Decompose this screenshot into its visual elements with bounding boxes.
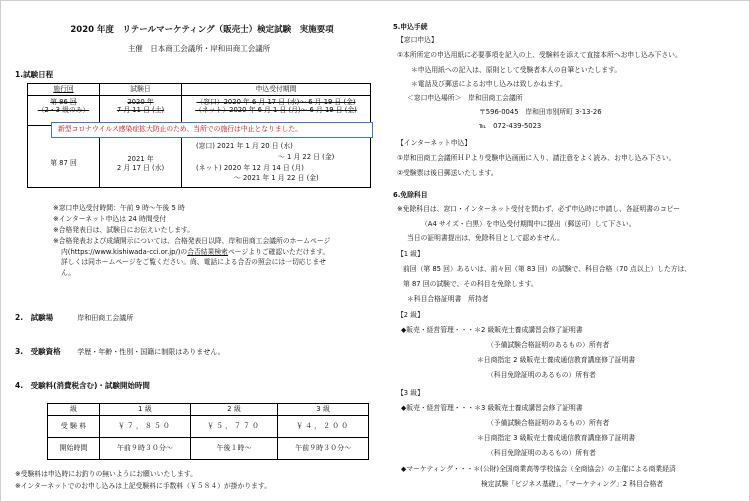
grade2-line-3: ＊日商指定 2 級販売士養成通信教育講座修了証明書	[477, 356, 636, 364]
exemption-intro-2: （A4 サイズ・白黒）を申込受付期間中に提出（郵送可）して下さい。	[421, 220, 636, 228]
note-no-phone: 詳しくは同ホームページをご覧ください。尚、電話による合否の照会には一切応じませ	[61, 258, 326, 267]
section-1-heading: 1.試験日程	[15, 70, 54, 79]
fee-notes	[15, 469, 271, 492]
fee-grade1: ￥７，８５０	[100, 416, 191, 438]
note-result-disclosure: ※合格発表および成績開示については、合格発表日以降、岸和田商工会議所のホームページ	[53, 236, 331, 245]
fees-header-grade1: 1 級	[100, 404, 191, 416]
grade3-line-1: ◆販売・経営管理・・・＊3 級販売士養成講習会修了証明書	[401, 404, 583, 412]
fees-table	[47, 403, 369, 460]
schedule-header-period: 申込受付期間	[182, 84, 371, 96]
grade1-label: 【1 級】	[397, 250, 424, 258]
grade1-line-1: 前回（第 85 回）あるいは、前々回（第 83 回）の試験で、科目合格（70 点以上）した方は、	[403, 265, 692, 273]
exemption-intro-3: 当日の証明書提出は、免除科目として認めません。	[407, 234, 564, 242]
left-column	[15, 25, 383, 495]
window-apply-line-3: ＊電話及び郵送によるお申し込みは致しかねます。	[411, 80, 567, 88]
grade3-line-2: （予備試験合格証明のあるもの）所有者	[487, 419, 610, 427]
schedule-row-86	[28, 96, 371, 126]
date-87-day: 2 月 17 日 (水)	[116, 163, 165, 172]
grade1-line-2: 第 87 回の試験で、その科目を免除します。	[403, 280, 538, 288]
fee-note-internet: ※インターネットでのお申し込みは上記受験料に手数料（￥５８４）が掛かります。	[15, 481, 272, 490]
section-6-heading: 6.免除科目	[393, 191, 428, 199]
date-87-year: 2021 年	[127, 155, 154, 164]
grade2-line-4: （科目免除証明のあるもの）所有者	[487, 371, 596, 379]
period-86-window: （窓口）2020 年 6 月 17 日 (水)～ 6 月 19 日 (金)	[196, 98, 356, 106]
time-label: 開始時間	[48, 438, 100, 460]
round-86: 第 86 回	[50, 98, 77, 106]
grade2-line-2: （予備試験合格証明のあるもの）所有者	[487, 341, 610, 349]
internet-apply-line-2: ②受験票は後日郵送いたします。	[397, 169, 498, 177]
period-87-window-end: ～ 1 月 22 日 (金)	[278, 152, 335, 161]
note-window-hours: ※窓口申込受付時間：午前 9 時～午後 5 時	[53, 204, 185, 212]
note-website-line	[53, 247, 383, 258]
section-3-value: 学歴・年齢・性別・国籍に制限はありません。	[77, 348, 225, 356]
right-column	[393, 23, 743, 493]
grade3-line-6: 検定試験「ビジネス基礎」、「マーケティング」2 科目合格者	[481, 480, 664, 488]
note-website-tail: ページよりご確認いただけます。	[227, 247, 330, 256]
schedule-header-round: 施行回	[28, 84, 100, 96]
grade3-line-4: （科目免除証明のあるもの）所有者	[487, 449, 596, 457]
date-86-year: 2020 年	[127, 98, 154, 106]
date-86-day: 7 月 11 日 (土)	[116, 106, 165, 115]
time-grade2: 午後１時～	[190, 438, 278, 460]
section-4-heading: 4. 受験料(消費税含む)・試験開始時間	[15, 381, 150, 390]
internet-apply-line-1: ①岸和田商工会議所ＨＰより受験申込画面に入り、請注意をよく読み、お申し込み下さい。	[397, 154, 676, 162]
section-3-heading: 3. 受験資格	[15, 347, 61, 356]
window-apply-line-2: ＊申込用紙への記入は、原則として受験者本人の自筆といたします。	[411, 66, 622, 74]
result-search-link[interactable]: 合否結果検索	[187, 247, 228, 256]
grade3-line-3: ＊日商指定 3 級販売士養成通信教育講座修了証明書	[477, 434, 636, 442]
internet-apply-heading: 【インターネット申込】	[397, 139, 472, 147]
grade3-line-5: ◆マーケティング・・・＊(公財)全国商業高等学校協会（全商協会）の主催による商業経済	[401, 465, 676, 473]
time-grade1: 午前９時３０分～	[100, 438, 191, 460]
schedule-header-date: 試験日	[100, 84, 182, 96]
fee-label: 受 験 料	[48, 416, 100, 438]
fees-header-grade2: 2 級	[190, 404, 278, 416]
fee-note-change: ※受験料は申込時にお釣りの無いようにお願いいたします。	[15, 470, 197, 478]
fees-header-grade: 級	[48, 404, 100, 416]
schedule-notes	[53, 203, 383, 279]
section-2-heading: 2. 試験場	[15, 313, 54, 322]
period-87-net-end: ～ 2021 年 1 月 22 日 (金)	[234, 174, 319, 183]
note-result-date: ※合格発表日は、試験日にお伝えいたします。	[53, 225, 195, 234]
period-86-net: （ネット）2020 年 6 月 1 日 (月)～ 6 月 19 日 (金)	[195, 106, 357, 115]
note-internet-hours: ※インターネット申込は 24 時間受付	[53, 214, 167, 223]
section-5-heading: 5.申込手続	[393, 23, 428, 31]
note-no-phone-end: ん。	[61, 269, 76, 278]
grade2-label: 【2 級】	[397, 311, 424, 319]
page-title: 2020 年度 リテールマーケティング（販売士）検定試験 実施要項	[70, 25, 334, 35]
period-87-window: (窓口) 2021 年 1 月 20 日 (水)	[196, 142, 293, 151]
grade2-line-1: ◆販売・経営管理・・・＊2 級販売士養成講習会修了証明書	[401, 326, 583, 334]
window-address: 〒596-0045 岸和田市別所町 3-13-26	[479, 108, 602, 116]
window-apply-heading: 【窓口申込】	[397, 36, 438, 44]
section-2-value: 岸和田商工会議所	[77, 314, 134, 322]
window-phone: ℡ 072-439-5023	[479, 122, 542, 130]
note-website-url: 内(https://www.kishiwada-cci.or.jp/)の	[61, 247, 188, 256]
fees-header-grade3: 3 級	[278, 404, 369, 416]
fee-grade2: ￥５，７７０	[190, 416, 278, 438]
grade1-line-3: ＊科目合格証明書 所持者	[407, 295, 489, 303]
time-grade3: 午前９時３０分～	[278, 438, 369, 460]
round-87: 第 87 回	[28, 126, 100, 188]
window-location: ＜窓口申込場所＞ 岸和田商工会議所	[407, 94, 523, 102]
period-87-net: (ネット) 2020 年 12 月 14 日 (月)	[196, 163, 304, 172]
grade3-label: 【3 級】	[397, 389, 424, 397]
round-86-sub: （2・3 級のみ）	[37, 106, 90, 115]
window-apply-line-1: ①本所所定の申込用紙に必要事項を記入の上、受験料を添えて直接本所へお申し込み下さい。	[397, 51, 682, 59]
sponsor-line: 主催 日本商工会議所・岸和田商工会議所	[127, 43, 271, 53]
covid-notice: 新型コロナウイルス感染症拡大防止のため、当所での施行は中止となりました。	[51, 122, 373, 138]
section-3	[15, 347, 225, 357]
fee-grade3: ￥４，２００	[278, 416, 369, 438]
section-2	[15, 313, 133, 323]
exemption-intro-1: ※免除科目は、窓口・インターネット受付を問わず、必ず申込時に申請し、各証明書のコピー	[397, 205, 680, 213]
